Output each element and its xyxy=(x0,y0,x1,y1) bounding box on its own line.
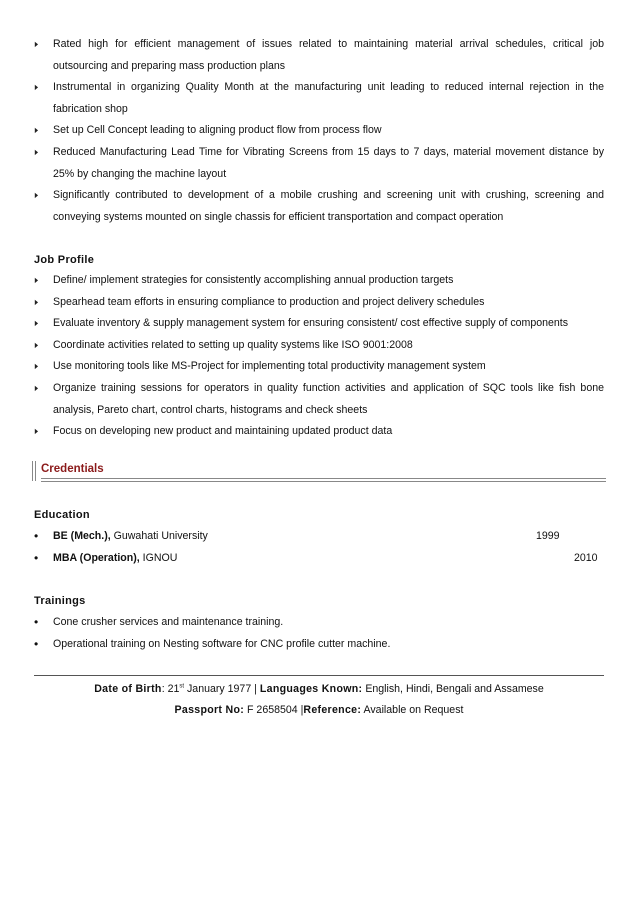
arrow-bullet-icon: ► xyxy=(33,82,40,93)
arrow-bullet-icon: ► xyxy=(33,39,40,49)
list-item: ► Focus on developing new product and maintaining updated product data xyxy=(34,421,604,443)
dob-day: 21 xyxy=(167,683,180,695)
list-item: ► Use monitoring tools like MS-Project for implementing total productivity management system xyxy=(34,356,604,378)
arrow-bullet-icon: ► xyxy=(33,275,40,285)
list-item: ► Coordinate activities related to setting up quality systems like ISO 9001:2008 xyxy=(34,335,604,357)
arrow-bullet-icon: ► xyxy=(33,296,40,307)
passport-value: F 2658504 xyxy=(247,704,298,716)
section-marker-line xyxy=(35,461,36,481)
achievements-list xyxy=(34,34,604,228)
bullet-icon: • xyxy=(34,615,39,629)
passport-label: Passport No: xyxy=(174,704,245,716)
section-marker-line xyxy=(32,461,33,481)
year: 2010 xyxy=(574,551,598,564)
list-item: ► Define/ implement strategies for consistently accomplishing annual production targets xyxy=(34,270,604,292)
degree: BE (Mech.), xyxy=(53,530,111,542)
education-heading: Education xyxy=(34,509,90,521)
dob-rest: January 1977 xyxy=(184,683,252,695)
arrow-bullet-icon: ► xyxy=(33,382,40,393)
degree: MBA (Operation), xyxy=(53,551,140,564)
list-item: ► Significantly contributed to development of a mobile crushing and screening unit with crushing, screening and conveying systems mounted on single chassis for efficient transportation and compact operation xyxy=(34,185,604,228)
arrow-bullet-icon: ► xyxy=(33,146,40,157)
job-profile-list xyxy=(34,270,604,443)
institute: IGNOU xyxy=(142,551,178,564)
languages-value: English, Hindi, Bengali and Assamese xyxy=(365,683,544,695)
trainings-heading: Trainings xyxy=(34,595,86,607)
section-divider xyxy=(41,478,606,479)
year: 1999 xyxy=(536,530,560,542)
bullet-icon: • xyxy=(34,550,39,565)
list-item xyxy=(34,526,604,548)
footer-divider xyxy=(34,675,604,676)
institute: Guwahati University xyxy=(113,530,208,542)
reference-value: Available on Request xyxy=(363,704,464,716)
arrow-bullet-icon: ► xyxy=(33,426,40,437)
section-divider xyxy=(41,481,606,482)
reference-label: Reference: xyxy=(303,704,362,716)
credentials-title: Credentials xyxy=(41,463,104,475)
arrow-bullet-icon: ► xyxy=(33,190,40,201)
list-item: ► Instrumental in organizing Quality Month at the manufacturing unit leading to reduced internal rejection in the fabrication shop xyxy=(34,77,604,120)
arrow-bullet-icon: ► xyxy=(33,339,40,350)
list-item: ► Set up Cell Concept leading to aligning product flow from process flow xyxy=(34,120,604,142)
credentials-section-header xyxy=(32,459,606,483)
list-item: ► Evaluate inventory & supply management system for ensuring consistent/ cost effective supply of components xyxy=(34,313,604,335)
bullet-icon: • xyxy=(34,636,39,651)
bullet-icon: • xyxy=(34,529,39,543)
list-item xyxy=(34,548,604,570)
list-item: • Cone crusher services and maintenance training. xyxy=(34,612,604,634)
trainings-list xyxy=(34,612,604,655)
personal-details-line-1: Date of Birth: 21st January 1977 | Languages Known: English, Hindi, Bengali and Assamese xyxy=(94,683,544,695)
arrow-bullet-icon: ► xyxy=(33,125,40,136)
list-item: ► Spearhead team efforts in ensuring compliance to production and project delivery schedules xyxy=(34,292,604,314)
job-profile-heading: Job Profile xyxy=(34,254,95,266)
personal-details-line-2: Passport No: F 2658504 |Reference: Available on Request xyxy=(174,704,464,716)
education-list xyxy=(34,526,604,569)
arrow-bullet-icon: ► xyxy=(33,318,40,329)
list-item: • Operational training on Nesting software for CNC profile cutter machine. xyxy=(34,634,604,656)
list-item: ► Reduced Manufacturing Lead Time for Vibrating Screens from 15 days to 7 days, material movement distance by 25% by changing the machine layout xyxy=(34,142,604,185)
arrow-bullet-icon: ► xyxy=(33,361,40,372)
list-item: ► Rated high for efficient management of issues related to maintaining material arrival schedules, critical job outsourcing and preparing mass production plans xyxy=(34,34,604,77)
dob-label: Date of Birth xyxy=(94,683,162,695)
dob-suffix: st xyxy=(179,683,185,690)
languages-label: Languages Known: xyxy=(259,683,363,695)
list-item: ► Organize training sessions for operators in quality function activities and application of SQC tools like fish bone analysis, Pareto chart, control charts, histograms and check sheets xyxy=(34,378,604,421)
